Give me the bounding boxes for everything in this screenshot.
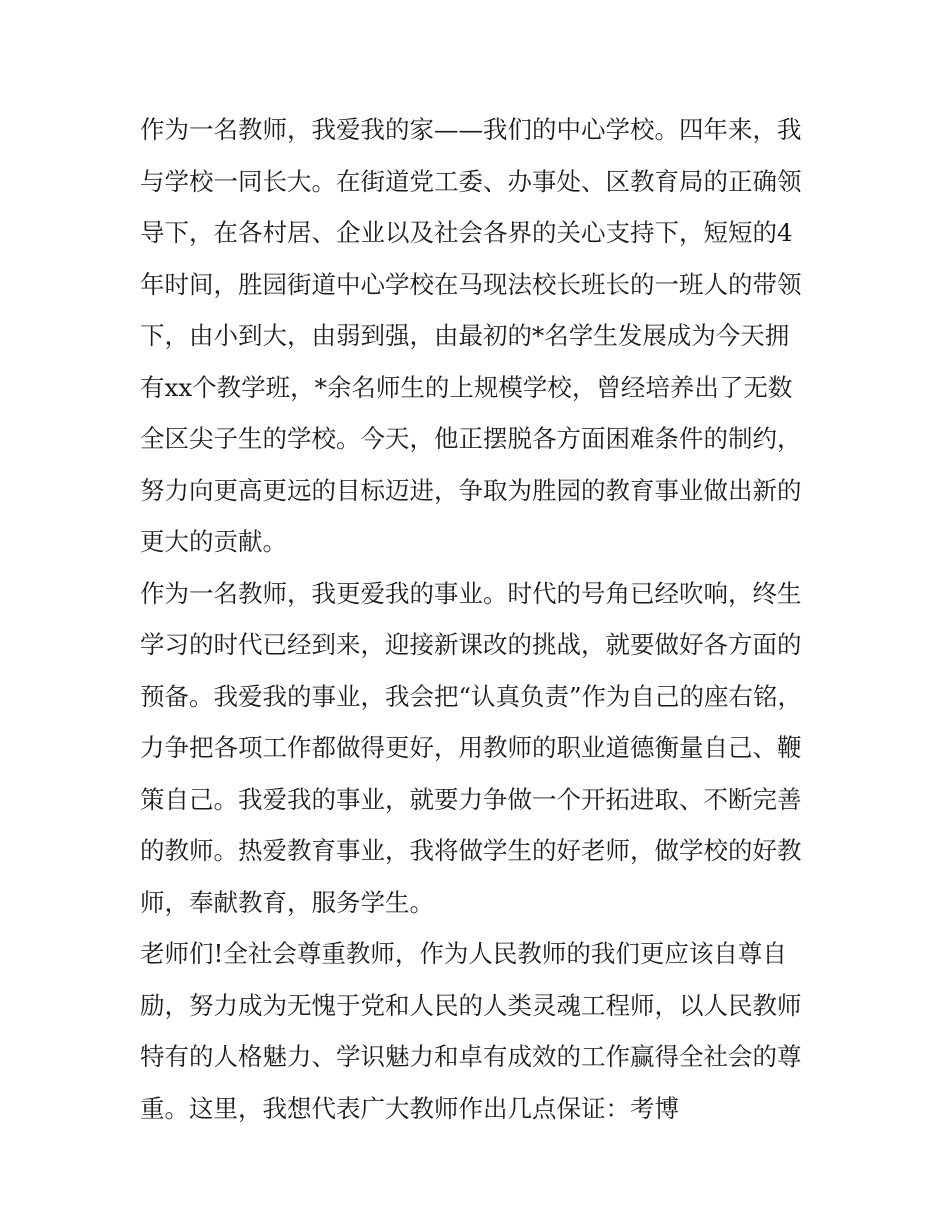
text-line: 策自己。我爱我的事业，就要力争做一个开拓进取、不断完善 [140, 784, 802, 814]
text-line: 老师们!全社会尊重教师，作为人民教师的我们更应该自尊自 [140, 939, 787, 968]
text-line: 全区尖子生的学校。今天，他正摆脱各方面困难条件的制约， [140, 424, 802, 453]
paragraph-career [140, 568, 820, 929]
text-line: 的教师。热爱教育事业，我将做学生的好老师，做学校的好教 [140, 836, 802, 865]
text-line: 作为一名教师，我爱我的家——我们的中心学校。四年来，我 [140, 115, 802, 144]
text-line: 特有的人格魅力、学识魅力和卓有成效的工作赢得全社会的尊 [140, 1042, 802, 1071]
text-line: 与学校一同长大。在街道党工委、办事处、区教育局的正确领 [140, 166, 802, 196]
text-line: 努力向更高更远的目标迈进，争取为胜园的教育事业做出新的 [140, 475, 802, 505]
text-line: 师，奉献教育，服务学生。 [140, 887, 434, 917]
text-line: 作为一名教师，我更爱我的事业。时代的号角已经吹响，终生 [140, 578, 802, 608]
text-line: 预备。我爱我的事业，我会把“认真负责”作为自己的座右铭， [140, 681, 803, 711]
text-line: 有xx个教学班，*余名师生的上规模学校，曾经培养出了无数 [140, 372, 793, 402]
text-line: 导下，在各村居、企业以及社会各界的关心支持下，短短的4 [140, 218, 793, 247]
text-line: 更大的贡献。 [140, 527, 287, 556]
text-line: 励，努力成为无愧于党和人民的人类灵魂工程师，以人民教师 [140, 990, 802, 1020]
text-line: 年时间，胜园街道中心学校在马现法校长班长的一班人的带领 [140, 269, 802, 299]
text-line: 重。这里，我想代表广大教师作出几点保证：考博 [140, 1093, 679, 1123]
text-line: 学习的时代已经到来，迎接新课改的挑战，就要做好各方面的 [140, 630, 802, 659]
text-line: 下，由小到大，由弱到强，由最初的*名学生发展成为今天拥 [140, 321, 790, 350]
paragraph-home [140, 104, 820, 568]
text-line: 力争把各项工作都做得更好，用教师的职业道德衡量自己、鞭 [140, 733, 802, 762]
document-body [140, 104, 820, 1134]
paragraph-pledge [140, 928, 820, 1134]
